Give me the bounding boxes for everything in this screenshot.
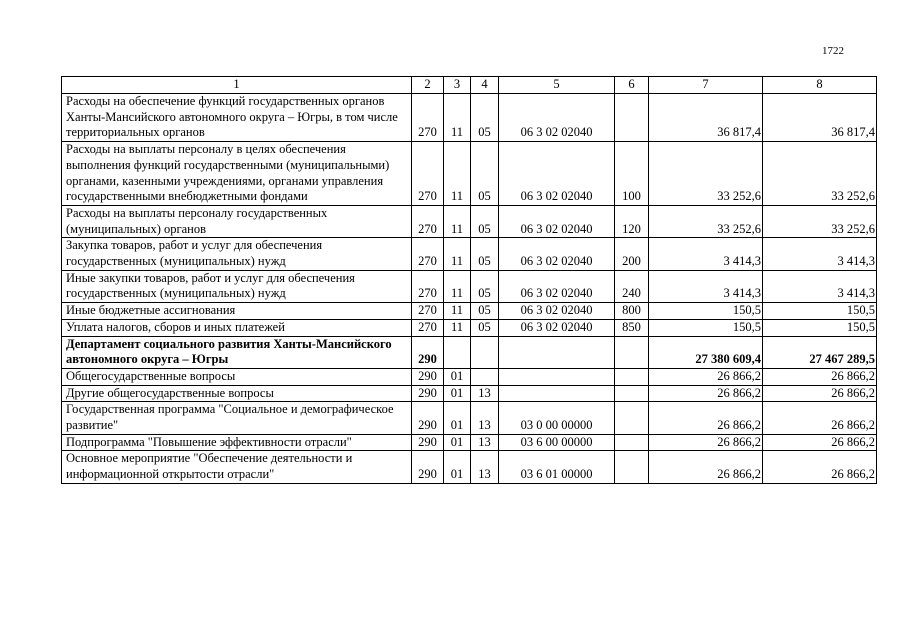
- target-article-cell: 06 3 02 02040: [499, 270, 615, 302]
- ministry-code-cell: 290: [412, 385, 444, 402]
- amount-year2-cell: 150,5: [763, 303, 877, 320]
- amount-year2-cell: 26 866,2: [763, 402, 877, 434]
- row-name-cell: Расходы на выплаты персоналу в целях обеспечения выполнения функций государственными (муниципальными) органами, казенными учреждениями, органами управления государственными внебюджетными фондами: [62, 142, 412, 206]
- subsection-code-cell: 13: [471, 434, 499, 451]
- ministry-code-cell: 270: [412, 205, 444, 237]
- section-code-cell: 11: [444, 205, 471, 237]
- section-code-cell: 01: [444, 451, 471, 483]
- target-article-cell: 06 3 02 02040: [499, 205, 615, 237]
- expense-type-cell: 800: [615, 303, 649, 320]
- amount-year2-cell: 26 866,2: [763, 385, 877, 402]
- amount-year2-cell: 3 414,3: [763, 270, 877, 302]
- amount-year1-cell: 27 380 609,4: [649, 336, 763, 368]
- section-code-cell: 01: [444, 434, 471, 451]
- table-row: [62, 368, 877, 385]
- amount-year1-cell: 33 252,6: [649, 142, 763, 206]
- amount-year2-cell: 33 252,6: [763, 205, 877, 237]
- expense-type-cell: 850: [615, 319, 649, 336]
- column-number: 8: [763, 77, 877, 94]
- expense-type-cell: [615, 451, 649, 483]
- row-name-cell: Основное мероприятие "Обеспечение деятельности и информационной открытости отрасли": [62, 451, 412, 483]
- table-row: [62, 319, 877, 336]
- target-article-cell: 03 6 00 00000: [499, 434, 615, 451]
- ministry-code-cell: 270: [412, 142, 444, 206]
- section-code-cell: 11: [444, 238, 471, 270]
- expense-type-cell: [615, 402, 649, 434]
- budget-table: [61, 76, 877, 484]
- table-row: [62, 303, 877, 320]
- target-article-cell: 06 3 02 02040: [499, 142, 615, 206]
- target-article-cell: [499, 385, 615, 402]
- section-code-cell: 11: [444, 94, 471, 142]
- amount-year1-cell: 33 252,6: [649, 205, 763, 237]
- target-article-cell: 06 3 02 02040: [499, 238, 615, 270]
- amount-year2-cell: 150,5: [763, 319, 877, 336]
- amount-year1-cell: 26 866,2: [649, 402, 763, 434]
- table-row: [62, 402, 877, 434]
- column-number: 1: [62, 77, 412, 94]
- table-row: [62, 142, 877, 206]
- subsection-code-cell: 05: [471, 303, 499, 320]
- amount-year2-cell: 36 817,4: [763, 94, 877, 142]
- row-name-cell: Расходы на обеспечение функций государственных органов Ханты-Мансийского автономного округа – Югры, в том числе территориальных органов: [62, 94, 412, 142]
- ministry-code-cell: 270: [412, 94, 444, 142]
- row-name-cell: Иные закупки товаров, работ и услуг для обеспечения государственных (муниципальных) нужд: [62, 270, 412, 302]
- subsection-code-cell: 05: [471, 270, 499, 302]
- row-name-cell: Иные бюджетные ассигнования: [62, 303, 412, 320]
- subsection-code-cell: [471, 368, 499, 385]
- section-code-cell: 01: [444, 385, 471, 402]
- amount-year2-cell: 26 866,2: [763, 434, 877, 451]
- expense-type-cell: 120: [615, 205, 649, 237]
- table-row: [62, 451, 877, 483]
- amount-year2-cell: 33 252,6: [763, 142, 877, 206]
- amount-year1-cell: 3 414,3: [649, 270, 763, 302]
- amount-year1-cell: 26 866,2: [649, 451, 763, 483]
- ministry-code-cell: 270: [412, 319, 444, 336]
- subsection-code-cell: 05: [471, 238, 499, 270]
- row-name-cell: Уплата налогов, сборов и иных платежей: [62, 319, 412, 336]
- page-number: 1722: [822, 45, 844, 57]
- column-number: 6: [615, 77, 649, 94]
- table-row: [62, 238, 877, 270]
- row-name-cell: Подпрограмма "Повышение эффективности отрасли": [62, 434, 412, 451]
- subsection-code-cell: 05: [471, 142, 499, 206]
- ministry-code-cell: 290: [412, 434, 444, 451]
- column-number-row: [62, 77, 877, 94]
- ministry-code-cell: 290: [412, 402, 444, 434]
- expense-type-cell: [615, 94, 649, 142]
- target-article-cell: [499, 368, 615, 385]
- section-code-cell: 01: [444, 402, 471, 434]
- section-code-cell: 01: [444, 368, 471, 385]
- subsection-code-cell: 13: [471, 402, 499, 434]
- row-name-cell: Государственная программа "Социальное и демографическое развитие": [62, 402, 412, 434]
- column-number: 4: [471, 77, 499, 94]
- subsection-code-cell: [471, 336, 499, 368]
- expense-type-cell: [615, 336, 649, 368]
- row-name-cell: Другие общегосударственные вопросы: [62, 385, 412, 402]
- subsection-code-cell: 05: [471, 205, 499, 237]
- expense-type-cell: 200: [615, 238, 649, 270]
- table-row: [62, 336, 877, 368]
- amount-year2-cell: 27 467 289,5: [763, 336, 877, 368]
- expense-type-cell: [615, 434, 649, 451]
- expense-type-cell: [615, 385, 649, 402]
- expense-type-cell: 240: [615, 270, 649, 302]
- amount-year1-cell: 26 866,2: [649, 385, 763, 402]
- table-row: [62, 385, 877, 402]
- amount-year1-cell: 26 866,2: [649, 368, 763, 385]
- column-number: 5: [499, 77, 615, 94]
- section-code-cell: 11: [444, 142, 471, 206]
- section-code-cell: [444, 336, 471, 368]
- target-article-cell: [499, 336, 615, 368]
- amount-year1-cell: 26 866,2: [649, 434, 763, 451]
- amount-year2-cell: 26 866,2: [763, 368, 877, 385]
- ministry-code-cell: 290: [412, 368, 444, 385]
- amount-year1-cell: 3 414,3: [649, 238, 763, 270]
- expense-type-cell: [615, 368, 649, 385]
- row-name-cell: Расходы на выплаты персоналу государственных (муниципальных) органов: [62, 205, 412, 237]
- target-article-cell: 03 6 01 00000: [499, 451, 615, 483]
- target-article-cell: 06 3 02 02040: [499, 303, 615, 320]
- row-name-cell: Департамент социального развития Ханты-Мансийского автономного округа – Югры: [62, 336, 412, 368]
- ministry-code-cell: 290: [412, 336, 444, 368]
- subsection-code-cell: 05: [471, 94, 499, 142]
- row-name-cell: Закупка товаров, работ и услуг для обеспечения государственных (муниципальных) нужд: [62, 238, 412, 270]
- section-code-cell: 11: [444, 270, 471, 302]
- column-number: 3: [444, 77, 471, 94]
- ministry-code-cell: 270: [412, 238, 444, 270]
- table-row: [62, 270, 877, 302]
- section-code-cell: 11: [444, 303, 471, 320]
- amount-year2-cell: 26 866,2: [763, 451, 877, 483]
- target-article-cell: 06 3 02 02040: [499, 94, 615, 142]
- column-number: 2: [412, 77, 444, 94]
- expense-type-cell: 100: [615, 142, 649, 206]
- table-row: [62, 94, 877, 142]
- target-article-cell: 06 3 02 02040: [499, 319, 615, 336]
- ministry-code-cell: 270: [412, 303, 444, 320]
- subsection-code-cell: 13: [471, 451, 499, 483]
- ministry-code-cell: 290: [412, 451, 444, 483]
- table-row: [62, 205, 877, 237]
- amount-year1-cell: 36 817,4: [649, 94, 763, 142]
- subsection-code-cell: 13: [471, 385, 499, 402]
- amount-year2-cell: 3 414,3: [763, 238, 877, 270]
- target-article-cell: 03 0 00 00000: [499, 402, 615, 434]
- amount-year1-cell: 150,5: [649, 303, 763, 320]
- table-row: [62, 434, 877, 451]
- ministry-code-cell: 270: [412, 270, 444, 302]
- row-name-cell: Общегосударственные вопросы: [62, 368, 412, 385]
- section-code-cell: 11: [444, 319, 471, 336]
- subsection-code-cell: 05: [471, 319, 499, 336]
- column-number: 7: [649, 77, 763, 94]
- amount-year1-cell: 150,5: [649, 319, 763, 336]
